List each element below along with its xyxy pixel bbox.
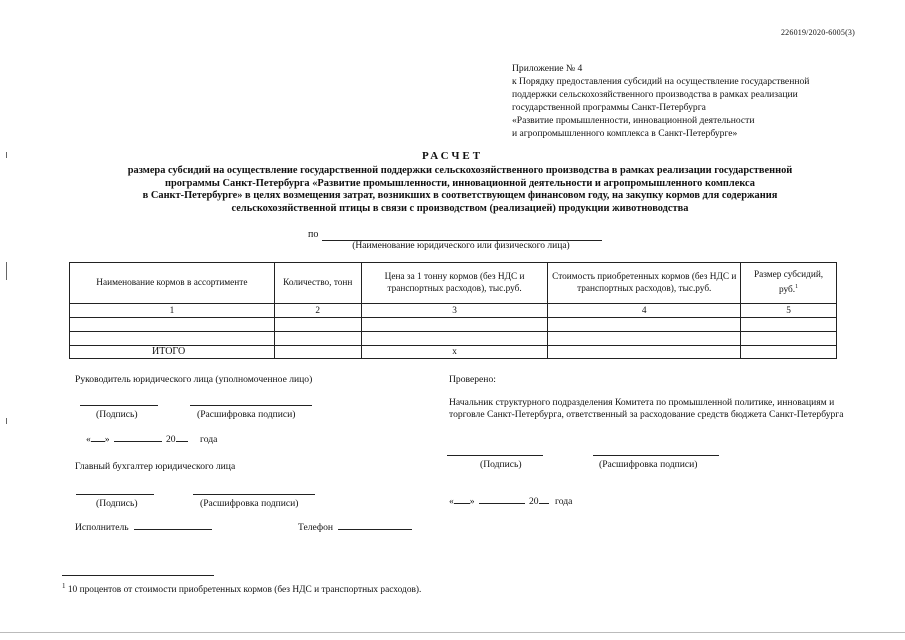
footnote: $^1$ 10 процентов от стоимости приобретенных кормов (без НДС и транспортных расходов). (62, 582, 422, 596)
document-title: РАСЧЕТ (421, 150, 484, 162)
table-cell[interactable] (274, 332, 361, 346)
header-price: Цена за 1 тонну кормов (без НДС и транспортных расходов), тыс.руб. (361, 263, 548, 304)
total-label: ИТОГО (70, 346, 275, 359)
date-field: « » 20 года (86, 434, 218, 445)
accountant-signature-field[interactable] (76, 494, 154, 495)
document-subtitle (70, 165, 850, 215)
table-row (70, 318, 837, 332)
head-signature-field[interactable] (80, 405, 158, 406)
page-bottom-edge (0, 632, 905, 634)
subsidy-table (69, 262, 837, 359)
rasshifrovka-caption: (Расшифровка подписи) (599, 459, 698, 470)
margin-mark (6, 418, 7, 424)
table-total-row (70, 346, 837, 359)
subtitle-line: размера субсидий на осуществление государственной поддержки сельскохозяйственного производства в рамках реализации государственной (127, 165, 793, 176)
total-price-cell: х (361, 346, 548, 359)
footnote-rule (62, 575, 214, 576)
subtitle-line: в Санкт-Петербурге» в целях возмещения затрат, возникших в соответствующем финансовом году, на закупку кормов для содержания (142, 190, 778, 202)
subtitle-line: сельскохозяйственной птицы в связи с производством (реализацией) продукции животноводства (231, 202, 689, 214)
rasshifrovka-caption: (Расшифровка подписи) (200, 498, 299, 509)
table-cell[interactable] (361, 318, 548, 332)
appendix-line: государственной программы Санкт-Петербурга (512, 102, 706, 113)
chief-name-field[interactable] (593, 455, 719, 456)
phone-field: Телефон (298, 522, 412, 533)
margin-mark (6, 262, 7, 280)
entity-name-caption: (Наименование юридического или физического лица) (352, 241, 570, 251)
table-cell[interactable] (548, 318, 741, 332)
table-cell[interactable] (274, 346, 361, 359)
header-feed-name: Наименование кормов в ассортименте (70, 263, 275, 304)
chief-signature-field[interactable] (447, 455, 543, 456)
table-header-row (70, 263, 837, 304)
head-label: Руководитель юридического лица (уполномоченное лицо) (75, 374, 313, 385)
table-cell[interactable] (741, 332, 837, 346)
appendix-line: к Порядку предоставления субсидий на осуществление государственной (512, 76, 810, 87)
appendix-line: поддержки сельскохозяйственного производства в рамках реализации (512, 89, 798, 100)
table-cell[interactable] (741, 346, 837, 359)
table-cell[interactable] (361, 332, 548, 346)
appendix-line: Приложение № 4 (512, 63, 583, 74)
table-row (70, 332, 837, 346)
appendix-line: «Развитие промышленности, инновационной деятельности (512, 115, 755, 126)
table-cell[interactable] (548, 332, 741, 346)
accountant-name-field[interactable] (193, 494, 315, 495)
podpis-caption: (Подпись) (96, 409, 138, 420)
column-number: 1 (70, 304, 275, 318)
appendix-line: и агропромышленного комплекса в Санкт-Петербурге» (512, 128, 738, 139)
chief-text: Начальник структурного подразделения Комитета по промышленной политике, инновациям и торговле Санкт-Петербурга, ответственный за расходование средств бюджета Санкт-Петербурга (449, 397, 844, 420)
subtitle-line: программы Санкт-Петербурга «Развитие промышленности, инновационной деятельности и агропромышленного комплекса (165, 177, 755, 189)
appendix-block (512, 62, 872, 140)
column-number: 3 (361, 304, 548, 318)
column-number: 2 (274, 304, 361, 318)
column-number: 4 (548, 304, 741, 318)
executor-field: Исполнитель (75, 522, 212, 533)
table-cell[interactable] (548, 346, 741, 359)
document-number: 226019/2020-6005(3) (780, 28, 855, 37)
column-number: 5 (741, 304, 837, 318)
rasshifrovka-caption: (Расшифровка подписи) (197, 409, 296, 420)
table-cell[interactable] (741, 318, 837, 332)
table-cell[interactable] (274, 318, 361, 332)
header-quantity: Количество, тонн (274, 263, 361, 304)
table-cell[interactable] (70, 332, 275, 346)
podpis-caption: (Подпись) (96, 498, 138, 509)
header-subsidy: Размер субсидий, руб.$^1$ (741, 263, 837, 304)
header-cost: Стоимость приобретенных кормов (без НДС и транспортных расходов), тыс.руб. (548, 263, 741, 304)
podpis-caption: (Подпись) (480, 459, 522, 470)
provereno-label: Проверено: (449, 374, 496, 385)
table-row (70, 304, 837, 318)
head-name-field[interactable] (190, 405, 312, 406)
date-field: « » 20 года (449, 496, 573, 507)
po-label: по (308, 229, 319, 240)
accountant-label: Главный бухгалтер юридического лица (75, 461, 236, 472)
table-cell[interactable] (70, 318, 275, 332)
footnote-ref: 1 (795, 284, 799, 291)
